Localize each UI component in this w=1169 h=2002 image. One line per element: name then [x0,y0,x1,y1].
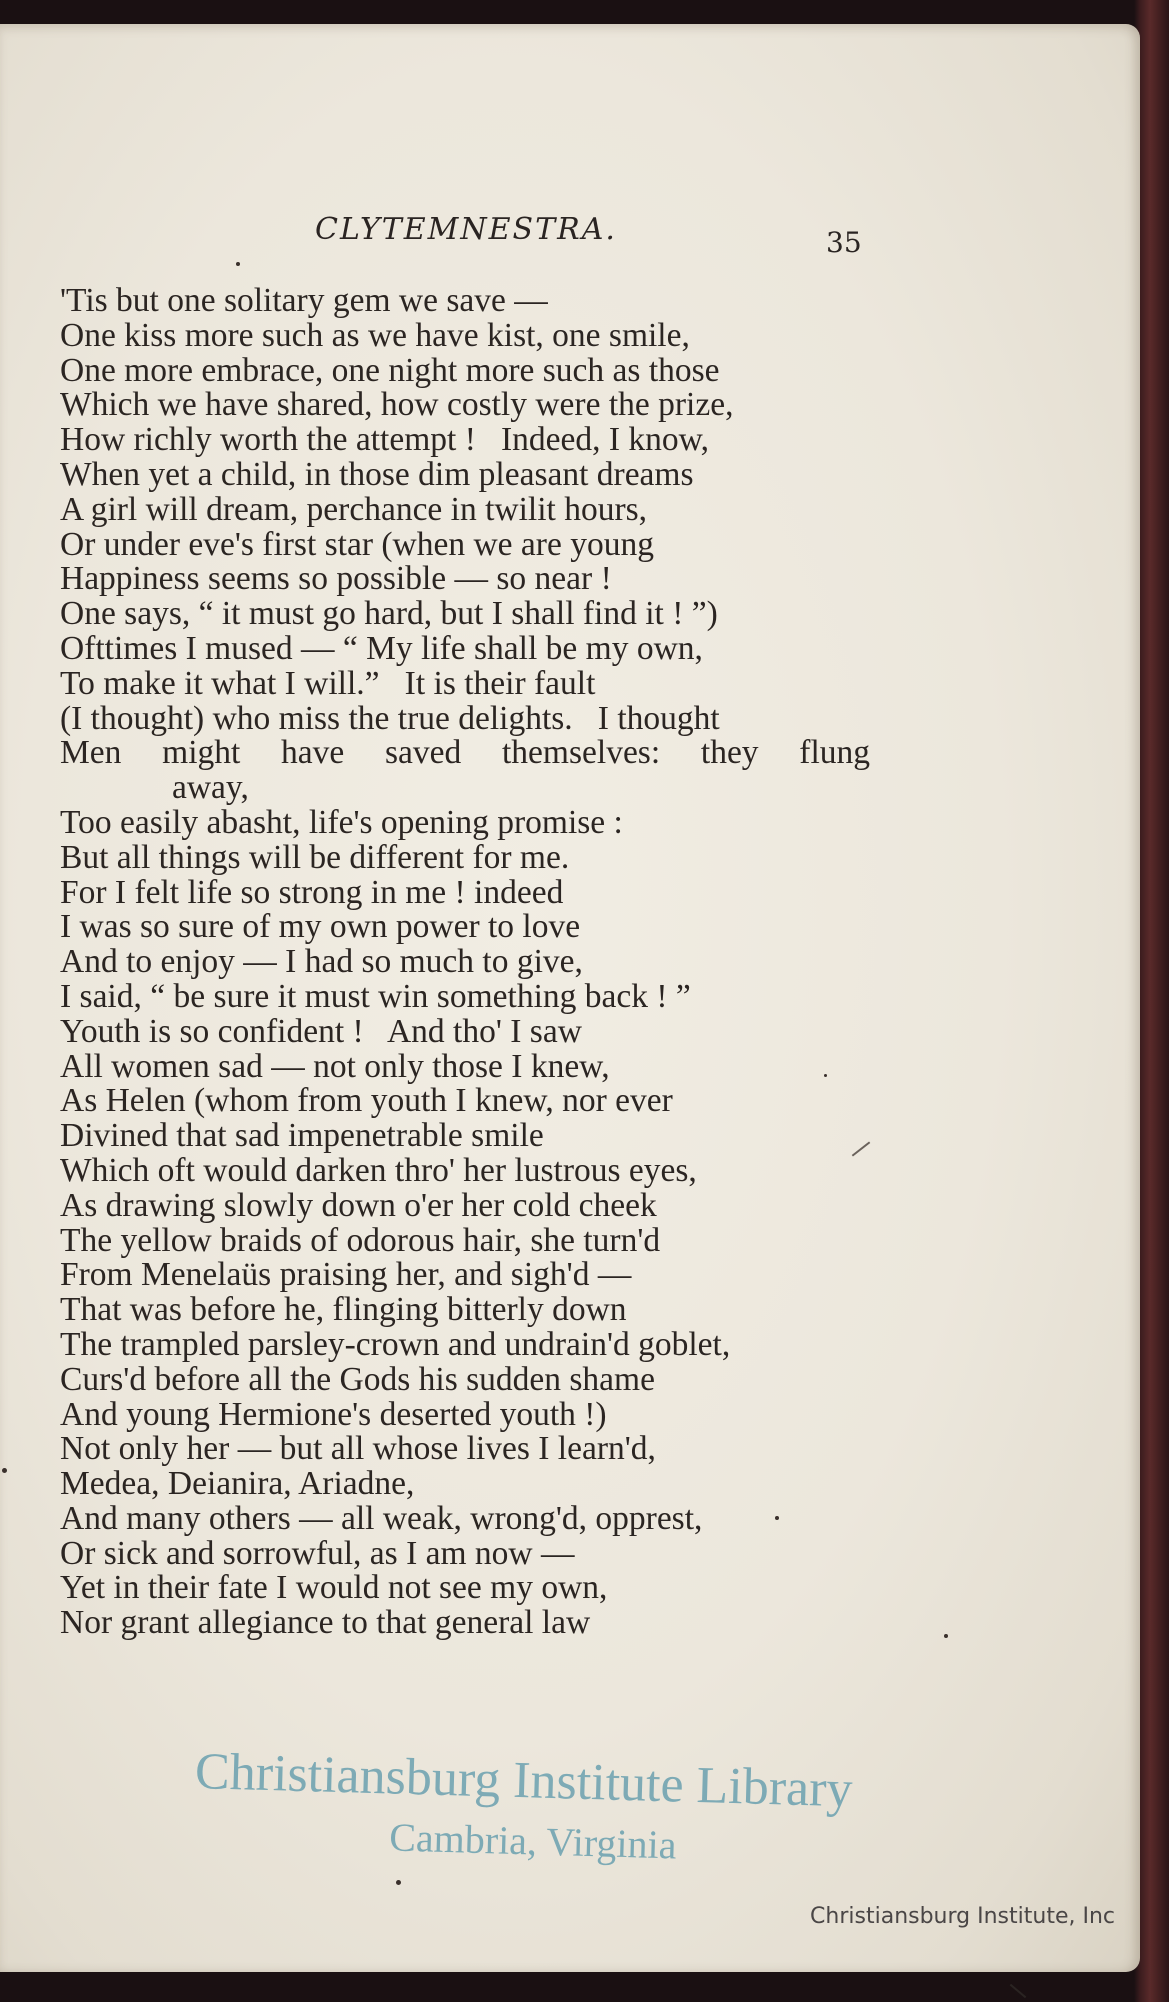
corner-mark [1010,1984,1027,1998]
running-header-title: CLYTEMNESTRA. [315,212,617,247]
poem-line: But all things will be different for me. [60,838,570,876]
page-number: 35 [826,226,862,259]
poem-line: For I felt life so strong in me ! indeed [60,873,564,911]
poem-line: All women sad — not only those I knew, [60,1047,610,1085]
poem-line: The yellow braids of odorous hair, she turn'd [60,1221,661,1259]
poem-line: I was so sure of my own power to love [60,908,581,946]
poem-line: And young Hermione's deserted youth !) [60,1395,607,1433]
poem-line-continuation: away, [172,769,249,807]
poem-line: How richly worth the attempt ! Indeed, I know, [60,421,710,459]
poem-line: One kiss more such as we have kist, one smile, [60,316,690,354]
poem-line: When yet a child, in those dim pleasant dreams [60,455,694,493]
poem-line: Which oft would darken thro' her lustrous eyes, [60,1151,697,1189]
poem-line: One more embrace, one night more such as those [60,351,720,389]
poem-line: Not only her — but all whose lives I learn'd, [60,1430,656,1468]
poem-line: Youth is so confident ! And tho' I saw [60,1012,582,1050]
poem-line: (I thought) who miss the true delights. I thought [60,699,720,737]
poem-line: I said, “ be sure it must win something back ! ” [60,977,691,1015]
poem-text [60,284,870,1641]
poem-line: And to enjoy — I had so much to give, [60,943,583,981]
poem-line: That was before he, flinging bitterly down [60,1291,627,1329]
poem-line: Medea, Deianira, Ariadne, [60,1465,415,1503]
poem-line: Curs'd before all the Gods his sudden shame [60,1360,655,1398]
library-stamp [193,1740,956,1881]
ink-speck [824,1074,827,1077]
poem-line: Or sick and sorrowful, as I am now — [60,1534,575,1572]
poem-line: 'Tis but one solitary gem we save — [60,282,548,319]
poem-line: Or under eve's first star (when we are young [60,525,654,563]
poem-line: As Helen (whom from youth I knew, nor ever [60,1082,673,1120]
poem-line: Which we have shared, how costly were the prize, [60,386,734,424]
poem-line: As drawing slowly down o'er her cold cheek [60,1186,657,1224]
stamp-library-name: Christiansburg Institute Library [194,1742,854,1819]
poem-line: Ofttimes I mused — “ My life shall be my own, [60,629,703,667]
ink-speck [944,1634,948,1638]
poem-line: Happiness seems so possible — so near ! [60,560,612,598]
stamp-location: Cambria, Virginia [388,1814,678,1868]
poem-line: A girl will dream, perchance in twilit hours, [60,490,648,528]
poem-line: The trampled parsley-crown and undrain'd goblet, [60,1325,731,1363]
ink-speck [775,1516,779,1520]
poem-line: And many others — all weak, wrong'd, opprest, [60,1499,703,1537]
poem-line: One says, “ it must go hard, but I shall find it ! ”) [60,595,718,633]
poem-line: Too easily abasht, life's opening promise : [60,803,623,841]
poem-line: To make it what I will.” It is their fault [60,664,596,702]
image-credit-watermark: Christiansburg Institute, Inc [810,1904,1115,1929]
poem-line: Nor grant allegiance to that general law [60,1604,591,1642]
poem-line: Yet in their fate I would not see my own, [60,1569,608,1607]
poem-line: Men might have saved themselves: they flung [60,734,870,772]
ink-speck [396,1880,401,1885]
poem-line: From Menelaüs praising her, and sigh'd — [60,1256,632,1294]
ink-speck [2,1468,7,1473]
ink-speck [236,262,240,266]
poem-line: Divined that sad impenetrable smile [60,1117,544,1155]
